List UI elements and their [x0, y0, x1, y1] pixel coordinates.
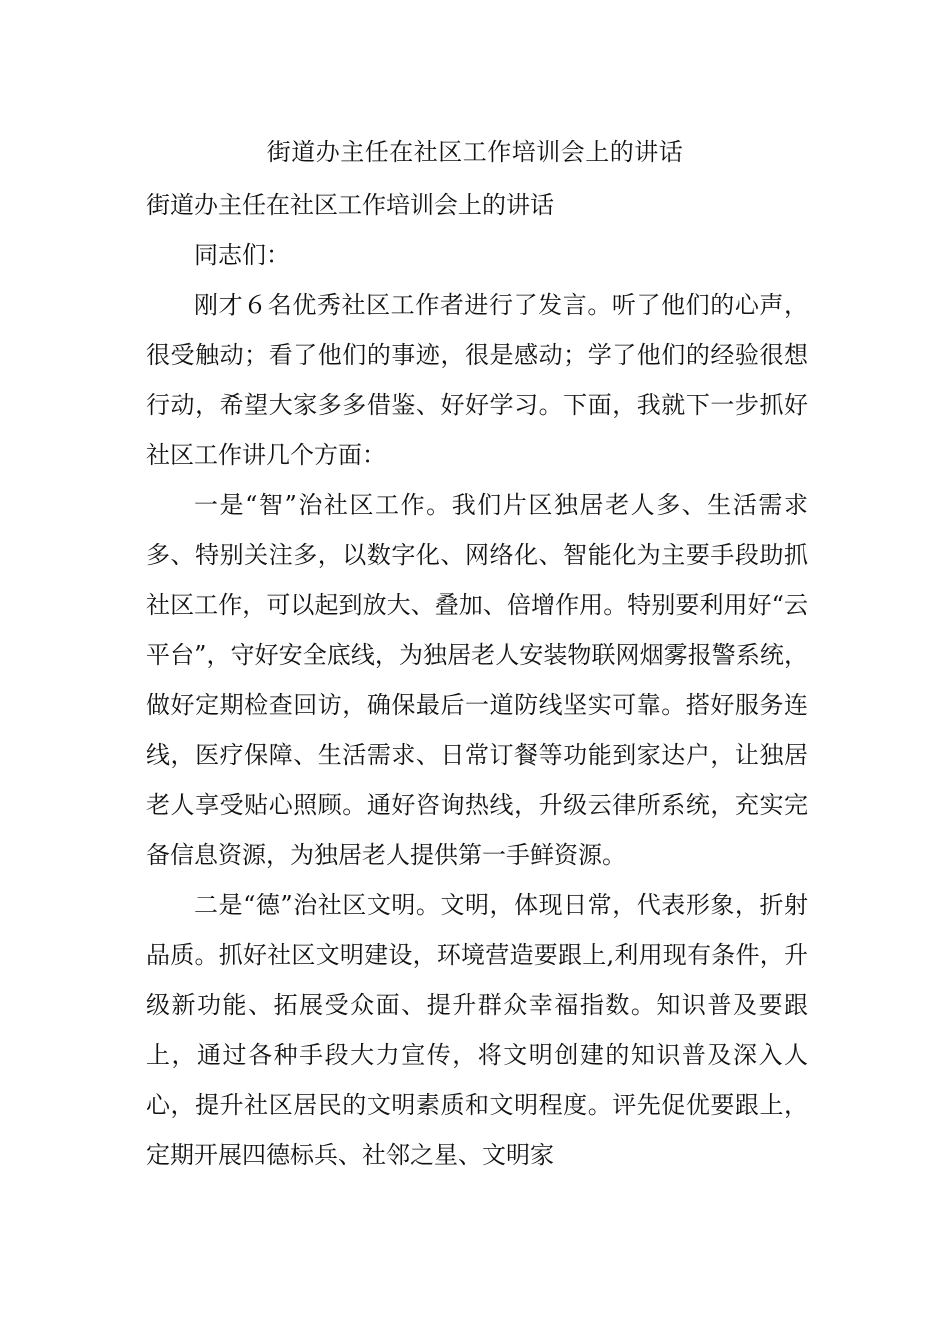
paragraph-smart-governance: 一是“智”治社区工作。我们片区独居老人多、生活需求多、特别关注多，以数字化、网络化、智能化为主要手段助抓社区工作，可以起到放大、叠加、倍增作用。特别要利用好“云平台”，守好安全底线，为独居老人安装物联网烟雾报警系统，做好定期检查回访，确保最后一道防线坚实可靠。搭好服务连线，医疗保障、生活需求、日常订餐等功能到家达户，让独居老人享受贴心照顾。通好咨询热线，升级云律所系统，充实完备信息资源，为独居老人提供第一手鲜资源。: [146, 491, 808, 869]
document-subtitle: 街道办主任在社区工作培训会上的讲话: [146, 191, 554, 219]
document-body: [146, 180, 808, 1180]
paragraph-intro: 刚才６名优秀社区工作者进行了发言。听了他们的心声，很受触动；看了他们的事迹，很是感动；学了他们的经验很想行动，希望大家多多借鉴、好好学习。下面，我就下一步抓好社区工作讲几个方面：: [146, 291, 808, 469]
salutation: 同志们：: [194, 241, 290, 269]
document-title: 街道办主任在社区工作培训会上的讲话: [266, 138, 684, 166]
paragraph-moral-governance: 二是“德”治社区文明。文明，体现日常，代表形象，折射品质。抓好社区文明建设，环境营造要跟上,利用现有条件，升级新功能、拓展受众面、提升群众幸福指数。知识普及要跟上，通过各种手段大力宣传，将文明创建的知识普及深入人心，提升社区居民的文明素质和文明程度。评先促优要跟上，定期开展四德标兵、社邻之星、文明家: [146, 891, 808, 1169]
